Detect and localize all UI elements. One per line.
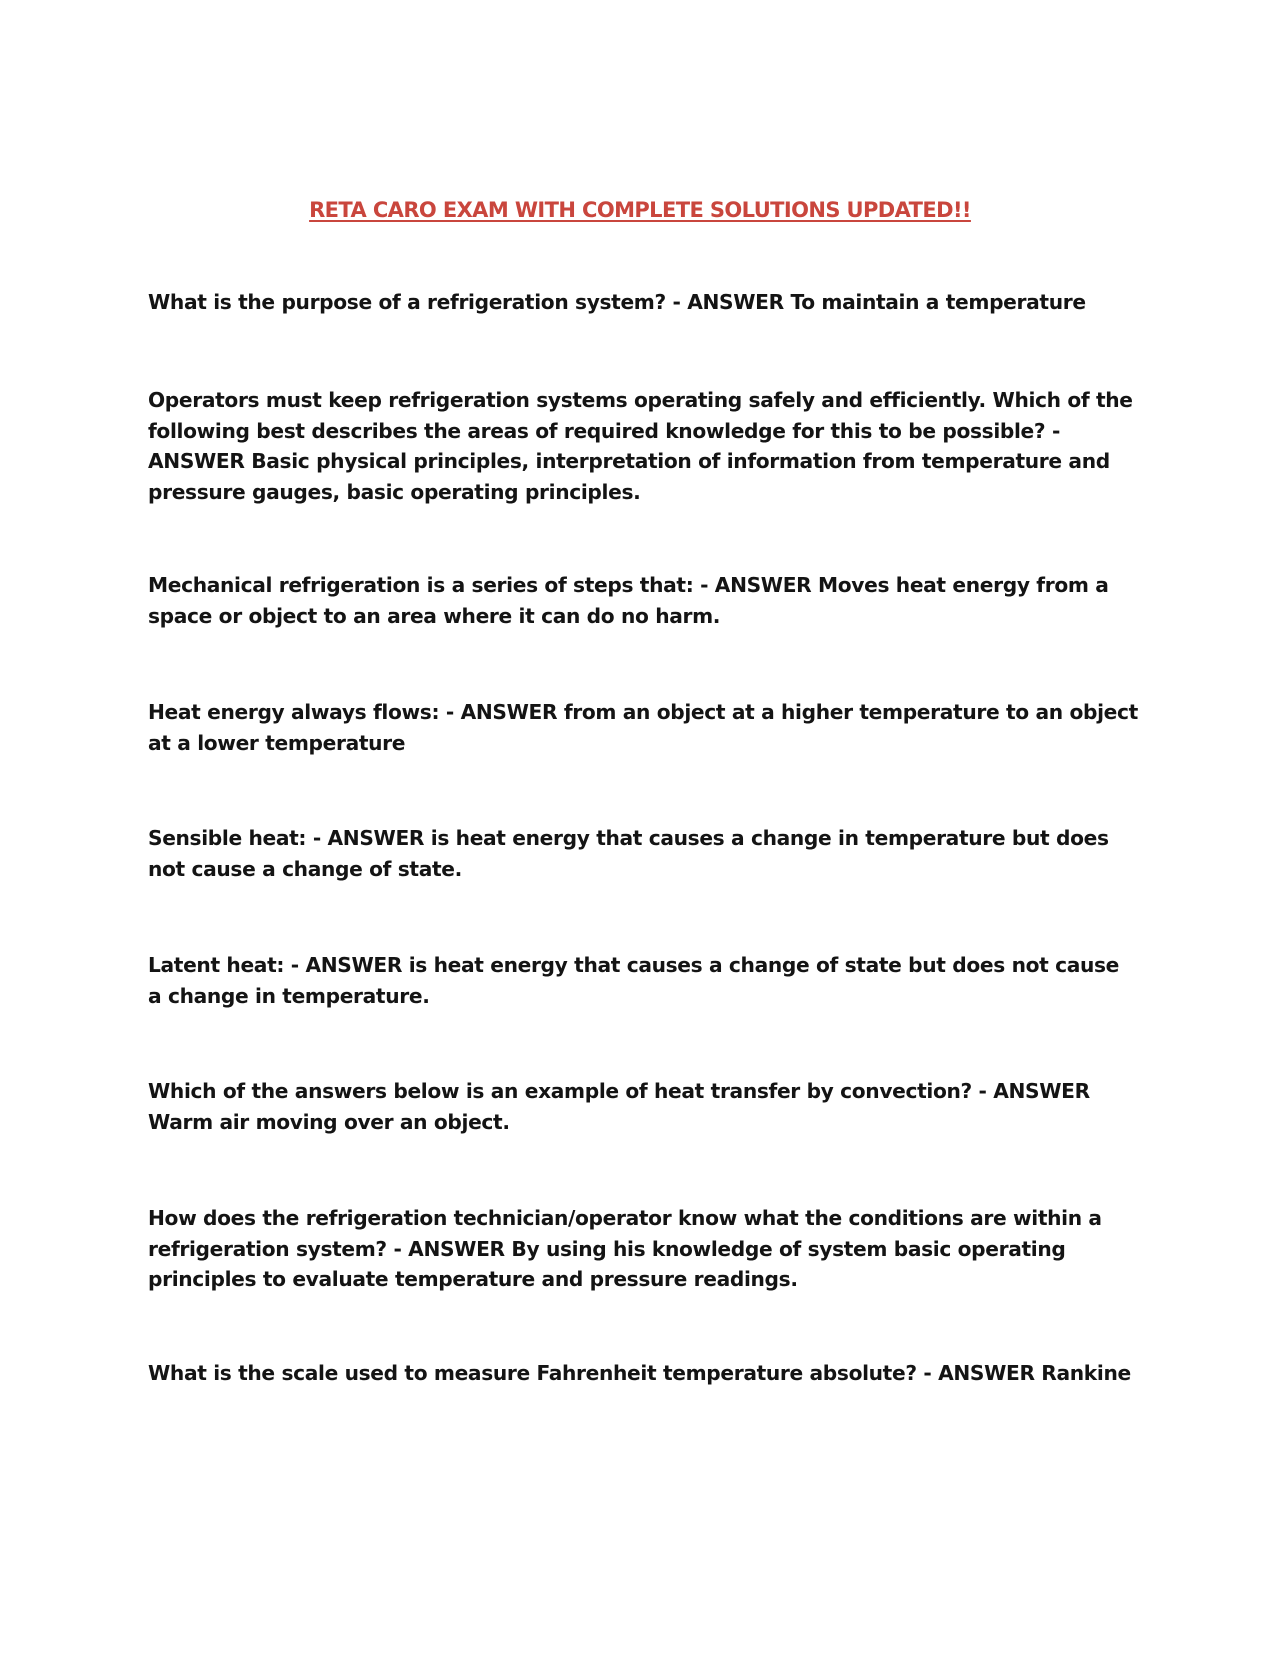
qa-entry-mechanical-refrigeration: Mechanical refrigeration is a series of steps that: - ANSWER Moves heat energy from a space or object to an area where it can do no harm. [148,573,1109,628]
qa-entry-convection: Which of the answers below is an example of heat transfer by convection? - ANSWER Warm air moving over an object. [148,1079,1090,1134]
qa-entry-rankine-scale: What is the scale used to measure Fahrenheit temperature absolute? - ANSWER Rankine [148,1361,1131,1385]
qa-entry-system-conditions: How does the refrigeration technician/operator know what the conditions are within a refrigeration system? - ANSWER By using his knowledge of system basic operating principles to evaluate temperature and pressure readings. [148,1206,1102,1291]
document-title: RETA CARO EXAM WITH COMPLETE SOLUTIONS UPDATED!! [309,198,971,222]
qa-entry-heat-energy-flow: Heat energy always flows: - ANSWER from an object at a higher temperature to an object at a lower temperature [148,700,1138,755]
qa-entry-required-knowledge: Operators must keep refrigeration systems operating safely and efficiently. Which of the following best describes the areas of required knowledge for this to be possible? - ANSWER Basic physical principles, interpretation of information from temperature and pressure gauges, basic operating principles. [148,388,1133,504]
qa-entry-latent-heat: Latent heat: - ANSWER is heat energy that causes a change of state but does not cause a change in temperature. [148,953,1120,1008]
qa-entry-purpose-refrigeration: What is the purpose of a refrigeration system? - ANSWER To maintain a temperature [148,290,1086,314]
qa-entry-sensible-heat: Sensible heat: - ANSWER is heat energy that causes a change in temperature but does not cause a change of state. [148,826,1109,881]
